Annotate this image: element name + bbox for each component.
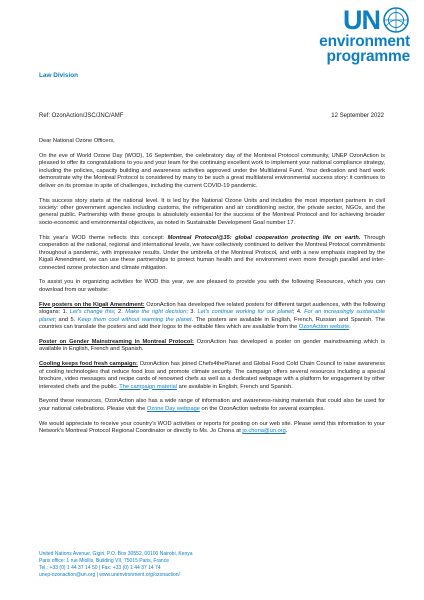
footer-address-nairobi: United Nations Avenue, Gigiri, P.O. Box 30552, 00100 Nairobi, Kenya	[39, 551, 193, 557]
salutation: Dear National Ozone Officers,	[39, 138, 115, 144]
paragraph-gender-poster: Poster on Gender Mainstreaming in Montreal Protocol: OzonAction has developed a poster on gender mainstreaming which is available in English, French and Spanish.	[39, 338, 385, 353]
footer-phone: Tel.: +33 (0) 1 44 37 14 50 | Fax: +33 (0) 1 44 37 14 74	[39, 565, 161, 571]
cooling-campaign-heading: Cooling keeps food fresh campaign:	[39, 361, 138, 368]
slogan-3: Let's continue working for our planet	[197, 309, 293, 316]
paragraph-cooling-campaign: Cooling keeps food fresh campaign: OzonAction has joined Chefs4thePlanet and Global Food Cold Chain Council to raise awareness of cooling technologies that reduce food loss and promote climate security. The campaign offers several resources including a special brochure, video messages and recipe cards of renowned chefs as well as a dedicated webpage with a platform for engagement by other interested chefs and the public. The campaign material are available in English, French and Spanish.	[39, 361, 386, 390]
paragraph-kigali-posters: Five posters on the Kigali Amendment: OzonAction has developed five related posters for different target audiences, with the following slogans: 1. Let's change this; 2. Make the right decision; 3. Let's continue working for our planet; 4. For an increasingly sustainable planet; and 5. Keep them cool without warming the planet. The posters are available in English, French, Russian and Spanish. The countries can translate the posters and add their logos to the editable files which are available from the OzonAction website.	[39, 301, 386, 331]
reference-number: Ref: OzonAction/JSC/JNC/AMF	[39, 113, 124, 119]
logo-un-text: UN	[343, 5, 380, 35]
division-name: Law Division	[39, 72, 79, 79]
paragraph-success-story: This success story starts at the national level. It is led by the National Ozone Units and includes the most important partners in civil society: other government agencies including customs, the refrigeration and air conditioning sector, the private sector, NGOs, and the general public. Partnership with these groups is absolutely essential for the success of the Montreal Protocol and for achieving broader socio-economic and environmental objectives, as noted in Sustainable Development Goal number 17.	[39, 197, 385, 226]
logo-programme: programme	[326, 48, 410, 65]
footer-address-paris: Paris office: 1 rue Miollis, Building VII, 75015 Paris, France	[39, 558, 169, 564]
logo-environment: environment	[319, 33, 410, 50]
letter-footer	[39, 551, 193, 579]
un-emblem-icon	[382, 6, 410, 34]
gender-poster-heading: Poster on Gender Mainstreaming in Montreal Protocol:	[39, 338, 194, 345]
paragraph-other-resources: Beyond these resources, OzonAction also has a wide range of information and awareness-raising materials that could also be used for your national celebrations. Please visit the Ozone Day webpage on the OzonAction website for several examples.	[39, 398, 385, 412]
letter-body	[39, 138, 385, 443]
ozonaction-website-link[interactable]: OzonAction website	[298, 324, 350, 331]
slogan-5: Keep them cool without warming the planet	[77, 316, 192, 323]
footer-contact: unep-ozonaction@un.org | www.unenvironment.org/ozonaction/	[39, 572, 180, 578]
paragraph-reporting: We would appreciate to receive your country's WOD activities or reports for posting on our web site. Please send this information to your Network's Montreal Protocol Regional Coordinator or directly to Ms. Jo Chona at jo.chona@un.org.	[39, 420, 385, 435]
paragraph-theme: This year's WOD theme reflects this concept: Montreal Protocol@35: global cooperation protecting life on earth. Through cooperation at the national, regional and international levels, we have collectively continued to deliver the Montreal Protocol commitments throughout a pandemic, with impressive results. Under the umbrella of the Montreal Protocol, and with a new emphasis inspired by the Kigali Amendment, we can use these partnerships to protect human health and the environment even more through parallel and inter-connected ozone protection and climate mitigation.	[39, 234, 385, 271]
kigali-posters-heading: Five posters on the Kigali Amendment:	[39, 301, 145, 308]
slogan-4: For an increasingly sustainable planet	[39, 309, 386, 323]
paragraph-resources-intro: To assist you in organizing activities for WOD this year, we are pleased to provide you with the following Resources, which you can download from our website:	[39, 279, 385, 293]
ozone-day-webpage-link[interactable]: Ozone Day webpage	[146, 405, 200, 412]
campaign-material-link[interactable]: The campaign material	[119, 383, 178, 390]
unep-logo	[290, 6, 410, 68]
slogan-2: Make the right decision	[125, 309, 187, 316]
wod-theme: Montreal Protocol@35: global cooperation protecting life on earth.	[167, 234, 361, 241]
slogan-1: Let's change this	[69, 309, 115, 316]
letter-date: 12 September 2022	[331, 113, 384, 119]
paragraph-wod-intro: On the eve of World Ozone Day (WOD), 16 September, the celebratory day of the Montreal Protocol community, UNEP OzonAction is pleased to offer its congratulations to you and your team for the continuing excellent work to implement your national compliance strategy, including the policies, capacity building and awareness activities approved under the Multilateral Fund. Your dedication and hard work demonstrate why the Montreal Protocol is considered by many to be such a great multilateral environmental success story: it continues to deliver on its promise in spite of challenges, including the current COVID-19 pandemic.	[39, 152, 385, 189]
email-link[interactable]: jo.chona@un.org	[242, 428, 286, 435]
